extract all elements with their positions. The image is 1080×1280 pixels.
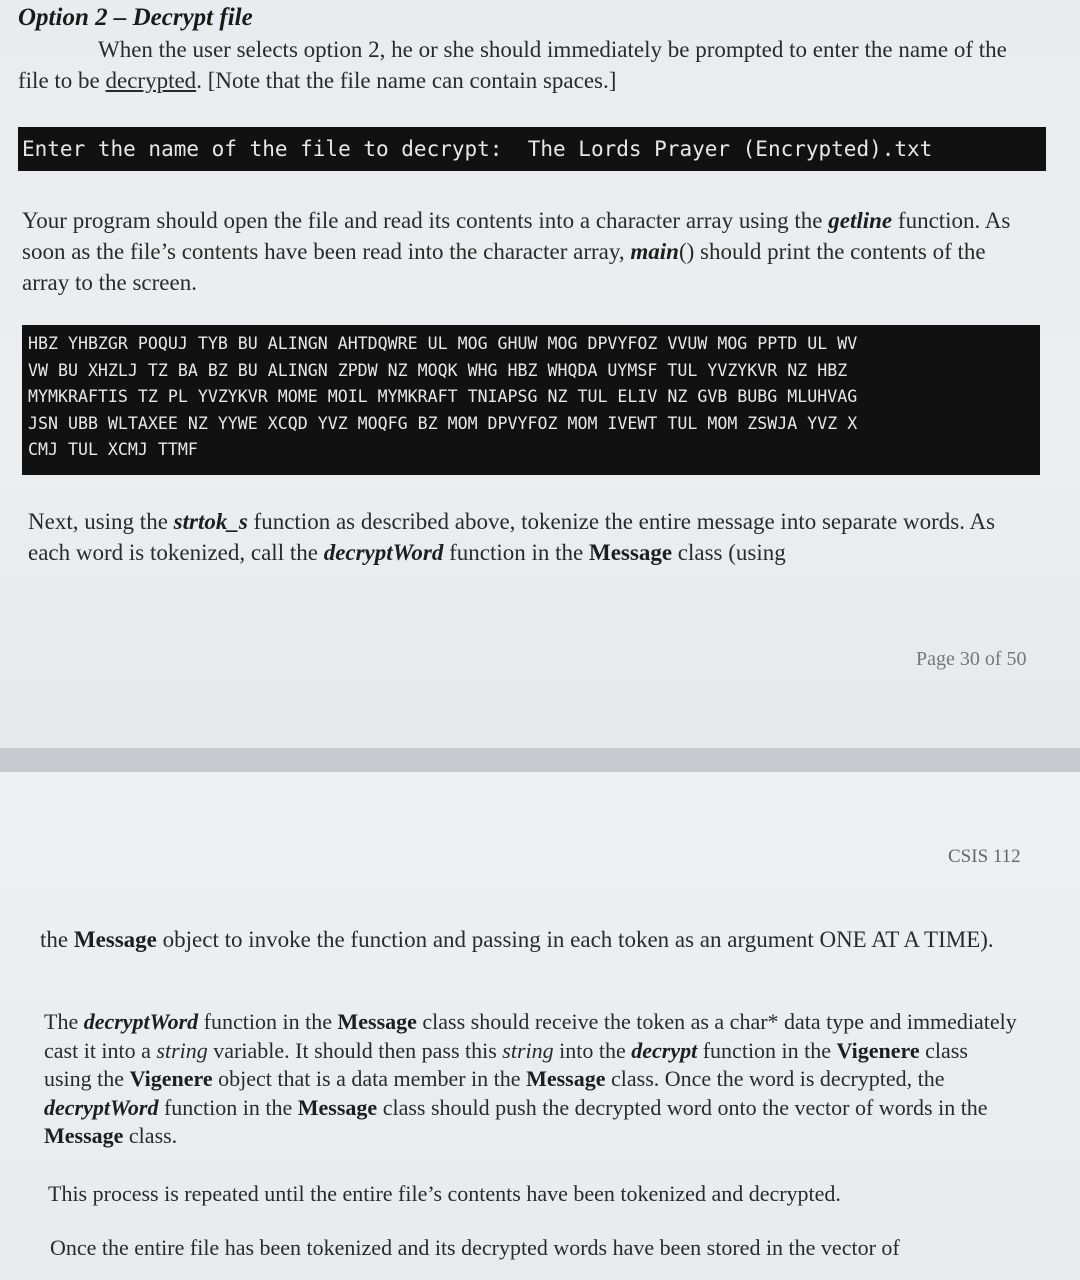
underlined-decrypted: decrypted [105,68,197,93]
cipher-line: MYMKRAFTIS TZ PL YVZYKVR MOME MOIL MYMKRAFT TNIAPSG NZ TUL ELIV NZ GVB BUBG MLUHVAG [28,387,858,406]
cipher-line: JSN UBB WLTAXEE NZ YYWE XCQD YVZ MOQFG BZ MOM DPVYFOZ MOM IVEWT TUL MOM ZSWJA YVZ X [28,413,858,433]
term-string: string [156,1037,208,1063]
term-message: Message [44,1123,124,1148]
paragraph-repeat: This process is repeated until the entire file’s contents have been tokenized and decrypted. [48,1181,841,1206]
term-decryptword: decryptWord [323,540,444,565]
paragraph-read-file: Your program should open the file and read its contents into a character array using the getline function. As soon as the file’s contents have been read into the character array, main() should print the contents of the array to the screen. [22,208,1011,295]
term-decryptword: decryptWord [83,1009,199,1034]
section-heading: Option 2 – Decrypt file [18,4,253,31]
term-string: string [502,1037,554,1063]
console-cipher-output [22,325,1040,475]
cipher-line: CMJ TUL XCMJ TTMF [28,440,198,459]
term-main: main [630,239,679,264]
cipher-line: HBZ YHBZGR POQUJ TYB BU ALINGN AHTDQWRE UL MOG GHUW MOG DPVYFOZ VVUW MOG PPTD UL WV [28,334,858,353]
paragraph-message-object: the Message object to invoke the function and passing in each token as an argument ONE AT A TIME). [40,927,994,952]
cipher-line: VW BU XHZLJ TZ BA BZ BU ALINGN ZPDW NZ MOQK WHG HBZ WHQDA UYMSF TUL YVZYKVR NZ HBZ [28,360,848,380]
page-break [0,748,1080,772]
paragraph-decryptword: The decryptWord function in the Message class should receive the token as a char* data type and immediately cast it into a string variable. It should then pass this string into the decrypt function in the Vigenere class using the Vigenere object that is a data member in the Message class. Once the word is decrypted, the decryptWord function in the Message class should push the decrypted word onto the vector of words in the Message class. [44,1009,1017,1148]
paragraph-option2-intro: When the user selects option 2, he or she should immediately be prompted to enter the name of the file to be decrypted. [Note that the file name can contain spaces.] [18,37,1007,93]
paragraph-tokenize: Next, using the strtok_s function as described above, tokenize the entire message into separate words. As each word is tokenized, call the decryptWord function in the Message class (using [28,509,996,565]
term-message: Message [337,1009,417,1034]
term-message: Message [297,1094,378,1120]
page-number: Page 30 of 50 [916,648,1027,670]
term-message: Message [526,1066,606,1091]
paragraph-once-tokenized: Once the entire file has been tokenized and its decrypted words have been stored in the vector of [50,1235,900,1260]
term-vigenere: Vigenere [129,1066,213,1091]
term-vigenere: Vigenere [836,1037,920,1063]
term-strtok-s: strtok_s [173,509,248,534]
console-prompt-output: Enter the name of the file to decrypt: The Lords Prayer (Encrypted).txt [18,127,1046,171]
term-message: Message [73,927,157,952]
term-decryptword: decryptWord [44,1094,159,1120]
course-header: CSIS 112 [948,846,1021,867]
term-message: Message [589,540,673,565]
term-getline: getline [828,208,893,233]
term-decrypt: decrypt [631,1037,698,1063]
